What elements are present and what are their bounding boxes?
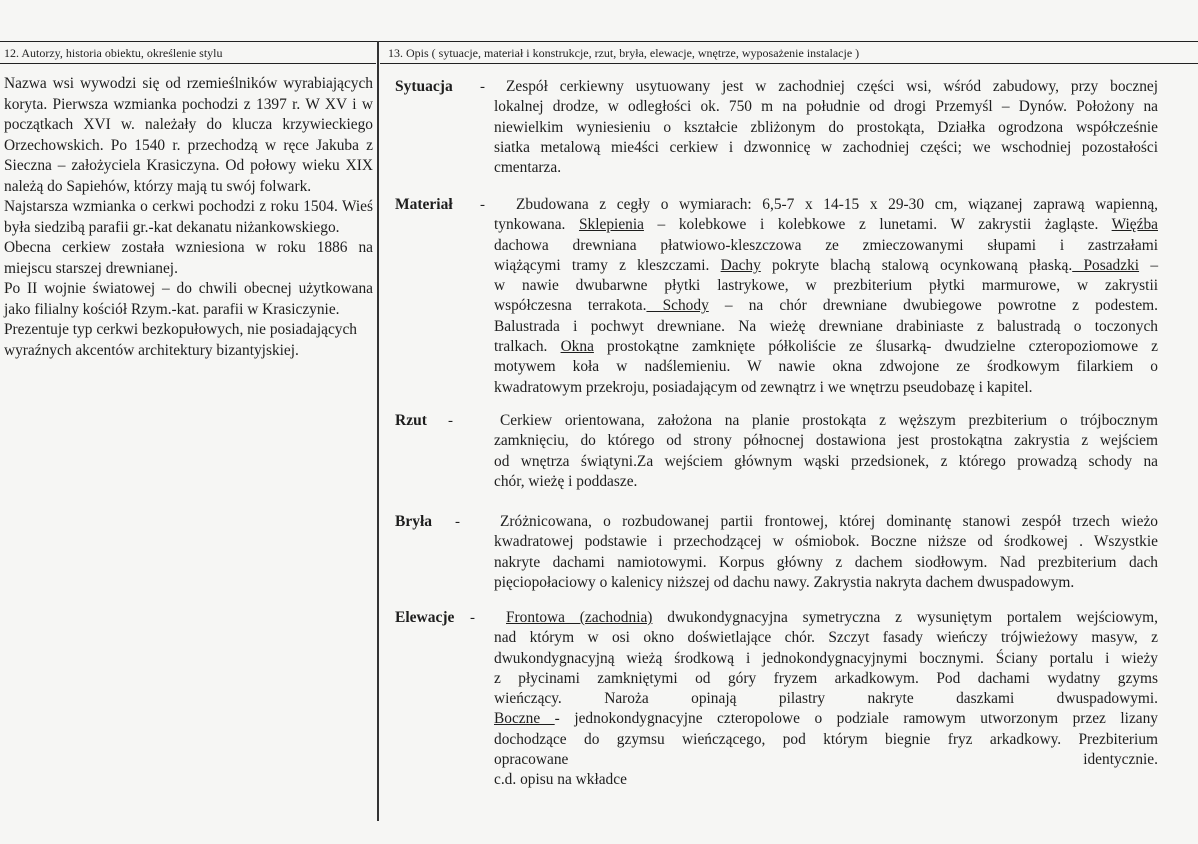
section-dash: - <box>470 610 475 626</box>
section-dash: - <box>480 197 485 213</box>
section-label-bryla: Bryła <box>395 513 433 530</box>
section-text-sytuacja: Zespół cerkiewny usytuowany jest w zachodniej części wsi, wśród zabudowy, przy bocznej lokalnej drodze, w odległości ok. 750 m na południe od drogi Przemyśl – Dynów. Położony na niewielkim wyniesieniu o kształcie zbliżonym do prostokąta, Działka ogrodzona współcześnie siatka metalową mie4ści cerkiew i dzwonnicę w zachodniej części; we wschodniej pozostałości cmentarza. <box>494 78 1158 177</box>
section-dash: - <box>448 413 453 429</box>
section-text-rzut: Cerkiew orientowana, założona na planie prostokąta z węższym prezbiterium o trójbocznym zamknięciu, do którego od strony północnej dostawiona jest prostokątna zakrystia z wejściem od wnętrza świątyni.Za wejściem głównym wąski przedsionek, z którego prowadzą schody na chór, wieżę i poddasze. <box>494 412 1158 490</box>
left-heading-rule <box>0 63 376 64</box>
column-divider <box>377 41 379 821</box>
continuation-note: c.d. opisu na wkładce <box>494 771 627 789</box>
term-okna: Okna <box>560 338 594 356</box>
section-dash: - <box>455 514 460 530</box>
history-paragraph: Prezentuje typ cerkwi bezkopułowych, nie posiadających wyraźnych akcentów architektury bizantyjskiej. <box>4 321 358 359</box>
history-text <box>4 74 373 361</box>
top-rule <box>0 41 1198 42</box>
section-label-sytuacja: Sytuacja <box>395 78 453 95</box>
term-sklepienia: Sklepienia <box>578 216 644 234</box>
section-label-material: Materiał <box>395 196 453 213</box>
term-dachy: Dachy <box>720 256 761 274</box>
section-label-rzut: Rzut <box>395 412 427 429</box>
term-posadzki: Posadzki <box>1072 256 1140 274</box>
history-paragraph: Obecna cerkiew została wzniesiona w roku 1886 na miejscu starszej drewnianej. <box>4 239 373 277</box>
right-column-heading: 13. Opis ( sytuacje, materiał i konstrukcje, rzut, bryła, elewacje, wnętrze, wyposażenie instalacje ) <box>388 46 860 60</box>
term-schody: Schody <box>646 297 709 315</box>
history-paragraph: Po II wojnie światowej – do chwili obecnej użytkowana jako filialny kościół Rzym.-kat. parafii w Krasiczynie. <box>4 280 373 318</box>
history-paragraph: Najstarsza wzmianka o cerkwi pochodzi z roku 1504. Wieś była siedzibą parafii gr.-kat dekanatu niżankowskiego. <box>4 198 373 236</box>
section-text-elewacje: Frontowa (zachodnia) dwukondygnacyjna symetryczna z wysuniętym portalem wejściowym, nad którym w osi okno doświetlające chór. Szczyt fasady wieńczy trójwieżowy masyw, z dwukondygnacyjną wieżą środkową i jednokondygnacyjnymi bocznymi. Ściany portalu i wieży z płycinami zamkniętymi od góry fryzem arkadkowym. Pod dachami wydatny gzyms wieńczący. Naroża opinają pilastry nakryte daszkami dwuspadowymi. Boczne - jednokondygnacyjne czteropolowe o podziale ramowym utworzonym przez lizany dochodzące do gzymsu wieńczącego, pod którym biegnie fryz arkadkowy. Prezbiterium opracowane identycznie. c.d. opisu na wkładce <box>494 608 1158 791</box>
term-frontowa: Frontowa (zachodnia) <box>506 609 653 626</box>
term-wiezba: Więźba <box>1111 216 1158 234</box>
right-heading-rule <box>380 63 1198 64</box>
section-dash: - <box>480 79 485 95</box>
section-label-elewacje: Elewacje <box>395 609 455 626</box>
left-column-heading: 12. Autorzy, historia obiektu, określenie stylu <box>4 46 223 60</box>
section-text-bryla: Zróżnicowana, o rozbudowanej partii frontowej, której dominantę stanowi zespół trzech wieżo kwadratowej podstawie i przechodzącej w ośmiobok. Boczne niższe od środkowej . Wszystkie nakryte dachami namiotowymi. Korpus główny z dachem siodłowym. Nad prezbiterium dach pięciopołaciowy o kalenicy niższej od dachu nawy. Zakrystia nakryta dachem dwuspadowym. <box>494 513 1158 591</box>
term-boczne: Boczne <box>494 710 555 728</box>
section-text-material: Zbudowana z cegły o wymiarach: 6,5-7 x 14-15 x 29-30 cm, wiązanej zaprawą wapienną, tynkowana. Sklepienia – kolebkowe i kolebkowe z lunetami. W zakrystii żagląste. Więźba dachowa drewniana płatwiowo-kleszczowa ze zmieczowanymi słupami i zastrzałami wiążącymi tramy z kleszczami. Dachy pokryte blachą stalową ocynkowaną płaską. Posadzki – w nawie dwubarwne płytki lastrykowe, w prezbiterium płytki marmurowe, w zakrystii współczesna terrakota. Schody – na chór drewniane dwubiegowe powrotne z podestem. Balustrada i pochwyt drewniane. Na wieżę drewniane drabiniaste z balustradą o toczonych tralkach. Okna prostokątne zamknięte półkoliście ze ślusarką- dwudzielne czteropoziomowe z motywem koła w nadślemieniu. W nawie okna zdwojone ze środkowym filarkiem o kwadratowym przekroju, posiadającym od zewnątrz i we wnętrzu pseudobazę i kapitel. <box>494 196 1159 396</box>
history-paragraph: Nazwa wsi wywodzi się od rzemieślników wyrabiających koryta. Pierwsza wzmianka pochodzi z 1397 r. W XV i w początkach XVI w. należały do klucza krzywieckiego Orzechowskich. Po 1540 r. przechodzą w ręce Jakuba z Sieczna – założyciela Krasiczyna. Od połowy wieku XIX należą do Sapiehów, którzy mają tu swój folwark. <box>4 75 373 195</box>
